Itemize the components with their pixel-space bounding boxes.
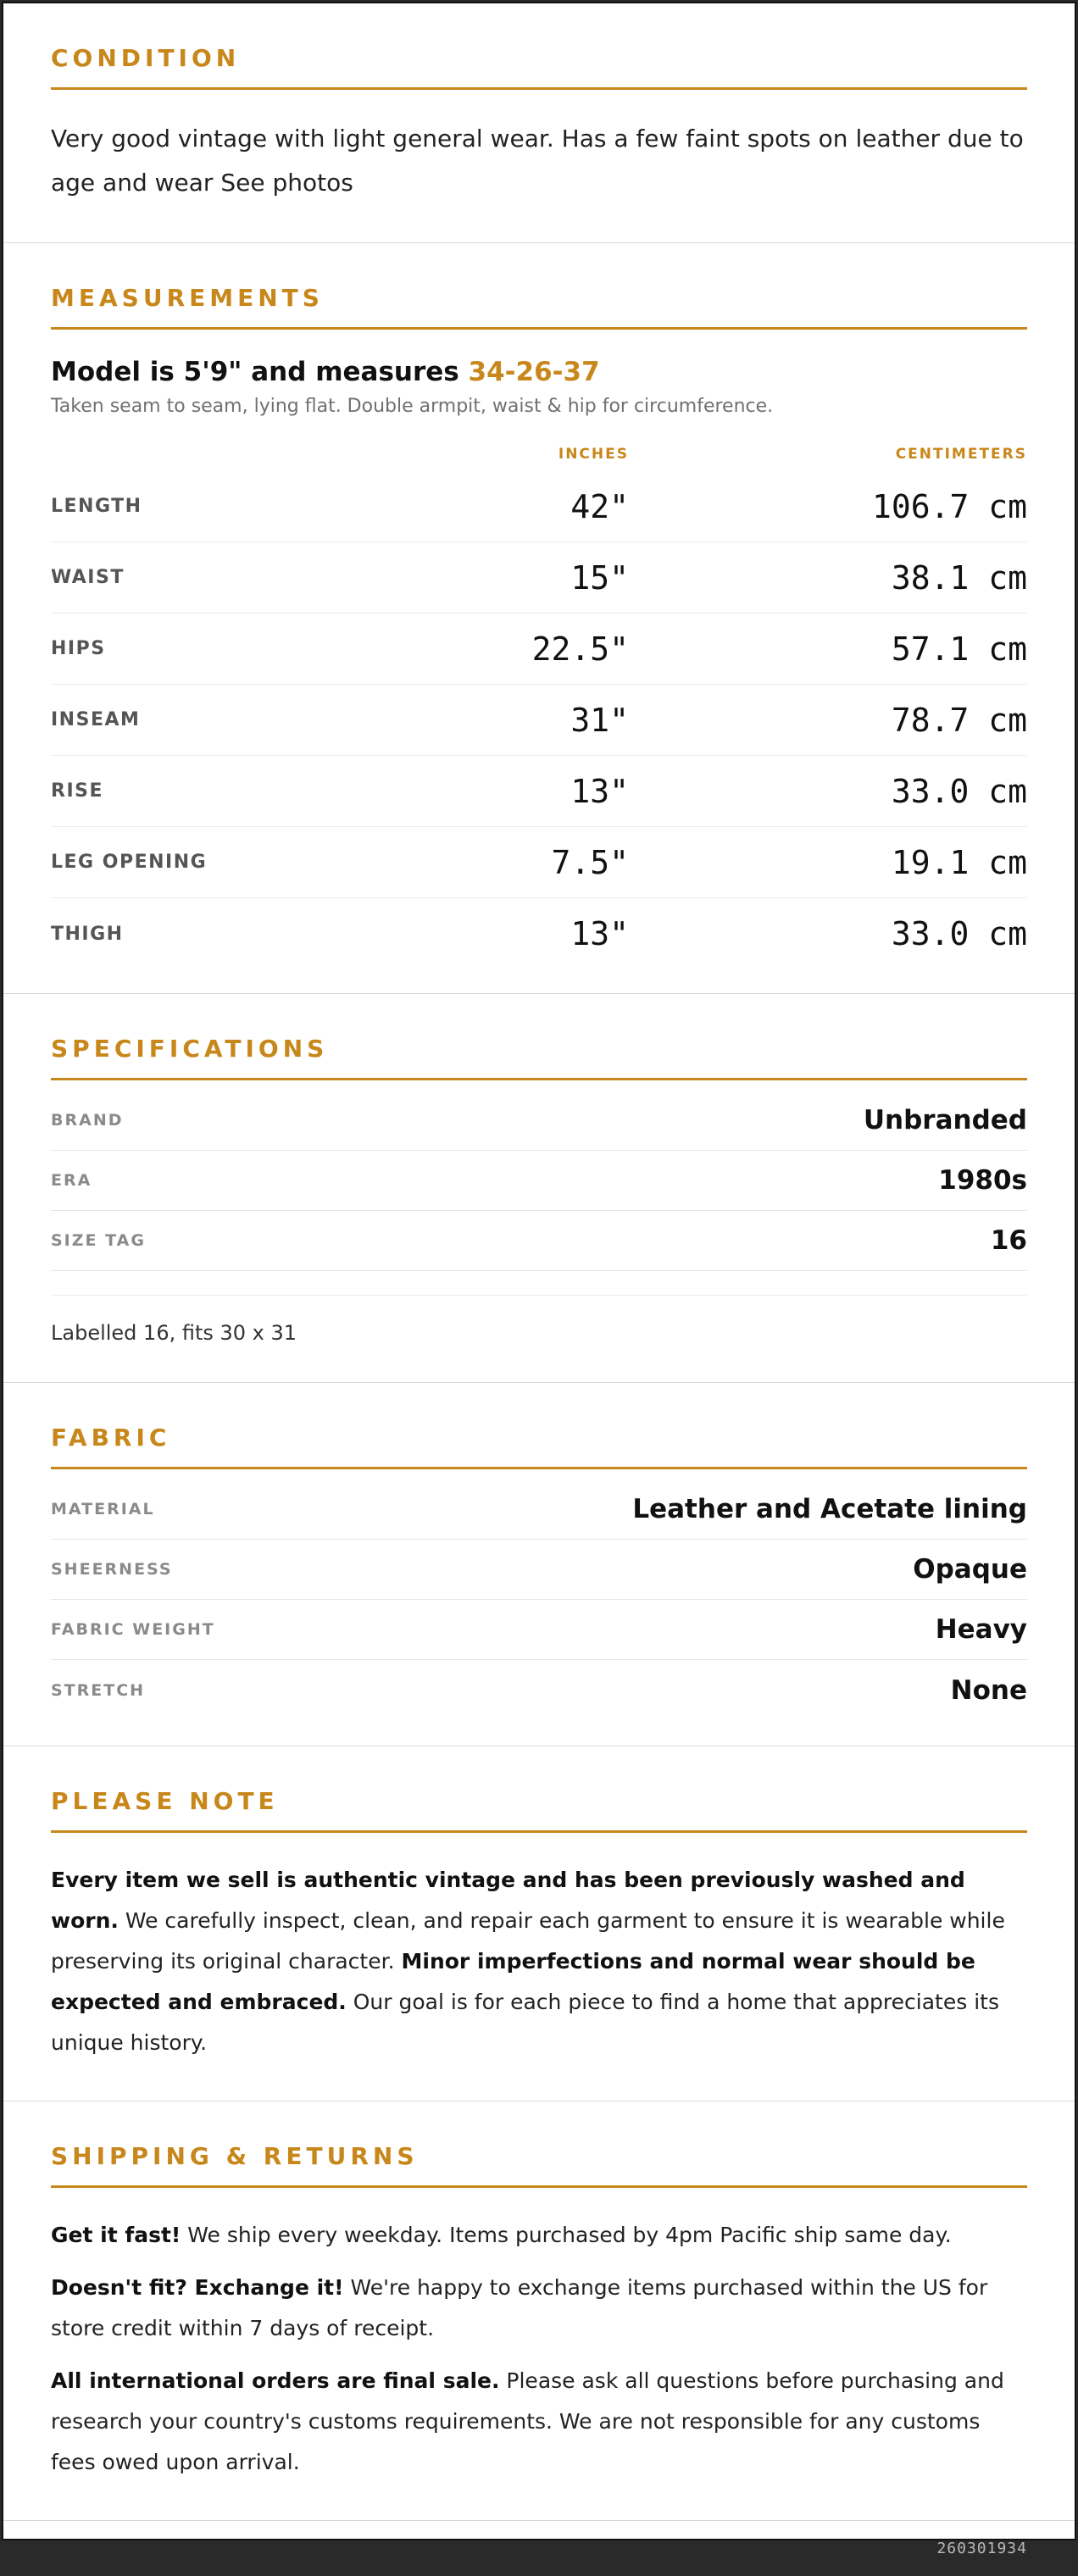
measurement-cm: 78.7 cm	[891, 701, 1027, 739]
spec-label: BRAND	[51, 1111, 124, 1130]
measurement-label: THIGH	[51, 923, 124, 945]
model-prefix: Model is 5'9" and measures	[51, 357, 469, 387]
shipping-text-1: We ship every weekday. Items purchased by 4pm Pacific ship same day.	[181, 2223, 952, 2247]
note-text-1: We carefully inspect, clean, and repair each garment to ensure it is wearable while preserving its original character.	[51, 1908, 1005, 1974]
spec-label: SIZE TAG	[51, 1231, 146, 1250]
note-bold-2: Minor imperfections and normal wear should be expected and embraced.	[51, 1949, 975, 2014]
shipping-text-3: Please ask all questions before purchasing and research your country's customs requirements. We are not responsible for any customs fees owed upon arrival.	[51, 2368, 1004, 2474]
please-note-text	[51, 1860, 1027, 2063]
size-note: Labelled 16, fits 30 x 31	[51, 1295, 1027, 1345]
product-details-page	[2, 2, 1076, 2557]
measurement-inches: 31"	[570, 701, 629, 739]
measurement-row	[51, 471, 1027, 542]
measurement-label: HIPS	[51, 638, 106, 659]
measurement-label: LENGTH	[51, 496, 142, 517]
fabric-label: MATERIAL	[51, 1500, 155, 1518]
shipping-paragraph-2	[51, 2268, 1027, 2349]
product-code: 260301934	[936, 2540, 1027, 2557]
note-text-2: Our goal is for each piece to find a home that appreciates its unique history.	[51, 1990, 999, 2055]
shipping-paragraph-3	[51, 2361, 1027, 2483]
condition-section	[3, 3, 1075, 243]
fabric-row	[51, 1540, 1027, 1600]
centimeters-column-header: CENTIMETERS	[895, 446, 1027, 463]
model-info	[51, 357, 1027, 387]
fabric-label: FABRIC WEIGHT	[51, 1620, 215, 1639]
measurement-cm: 38.1 cm	[891, 558, 1027, 597]
shipping-bold-2: Doesn't fit? Exchange it!	[51, 2275, 344, 2300]
measurement-cm: 33.0 cm	[891, 915, 1027, 952]
spec-row	[51, 1091, 1027, 1151]
measurement-cm: 57.1 cm	[891, 630, 1027, 668]
please-note-heading: PLEASE NOTE	[51, 1787, 1027, 1833]
measurement-row	[51, 542, 1027, 613]
specifications-heading: SPECIFICATIONS	[51, 1035, 1027, 1080]
fabric-row	[51, 1600, 1027, 1660]
condition-text: Very good vintage with light general wear. Has a few faint spots on leather due to age and wear See photos	[51, 125, 1024, 197]
fabric-heading: FABRIC	[51, 1424, 1027, 1469]
fabric-row	[51, 1660, 1027, 1720]
model-measures: 34-26-37	[468, 357, 600, 387]
measurement-cm: 106.7 cm	[871, 487, 1027, 525]
please-note-section	[3, 1746, 1075, 2101]
specifications-section	[3, 994, 1075, 1383]
spec-row	[51, 1211, 1027, 1271]
measurement-label: INSEAM	[51, 709, 141, 730]
measurement-inches: 13"	[570, 772, 629, 810]
measurement-note: Taken seam to seam, lying flat. Double armpit, waist & hip for circumference.	[51, 396, 774, 417]
measurement-cm: 19.1 cm	[891, 843, 1027, 881]
shipping-paragraph-1	[51, 2215, 1027, 2256]
condition-heading: CONDITION	[51, 44, 1027, 90]
measurement-inches: 15"	[570, 558, 629, 597]
spec-value: 1980s	[938, 1165, 1027, 1196]
shipping-text-2: We're happy to exchange items purchased within the US for store credit within 7 days of receipt.	[51, 2275, 988, 2340]
measurements-heading: MEASUREMENTS	[51, 284, 1027, 330]
fabric-row	[51, 1480, 1027, 1540]
shipping-section	[3, 2101, 1075, 2521]
measurement-row	[51, 613, 1027, 685]
measurement-table	[51, 471, 1027, 969]
shipping-bold-3: All international orders are final sale.	[51, 2368, 500, 2393]
note-bold-1: Every item we sell is authentic vintage and has been previously washed and worn.	[51, 1868, 965, 1933]
measurement-cm: 33.0 cm	[891, 772, 1027, 810]
measurement-label: LEG OPENING	[51, 852, 208, 873]
measurement-inches: 42"	[570, 487, 629, 525]
fabric-value: Heavy	[935, 1614, 1027, 1645]
shipping-bold-1: Get it fast!	[51, 2223, 181, 2247]
measurement-label: RISE	[51, 780, 103, 802]
fabric-value: None	[950, 1674, 1027, 1706]
measurement-column-headers	[51, 446, 1027, 463]
fabric-label: SHEERNESS	[51, 1560, 173, 1579]
measurements-section	[3, 243, 1075, 994]
spec-label: ERA	[51, 1171, 92, 1190]
spec-value: 16	[990, 1225, 1027, 1256]
measurement-row	[51, 756, 1027, 827]
fabric-label: STRETCH	[51, 1680, 146, 1700]
spec-row	[51, 1151, 1027, 1211]
spec-value: Unbranded	[863, 1105, 1027, 1135]
fabric-value: Leather and Acetate lining	[632, 1494, 1027, 1524]
inches-column-header: INCHES	[558, 446, 629, 463]
measurement-inches: 22.5"	[531, 630, 629, 668]
fabric-value: Opaque	[913, 1554, 1027, 1585]
measurement-inches: 7.5"	[551, 843, 629, 881]
measurement-row	[51, 685, 1027, 756]
measurement-inches: 13"	[570, 915, 629, 952]
measurement-label: WAIST	[51, 567, 125, 588]
measurement-row	[51, 898, 1027, 969]
measurement-row	[51, 827, 1027, 898]
fabric-section	[3, 1383, 1075, 1746]
shipping-heading: SHIPPING & RETURNS	[51, 2142, 1027, 2188]
